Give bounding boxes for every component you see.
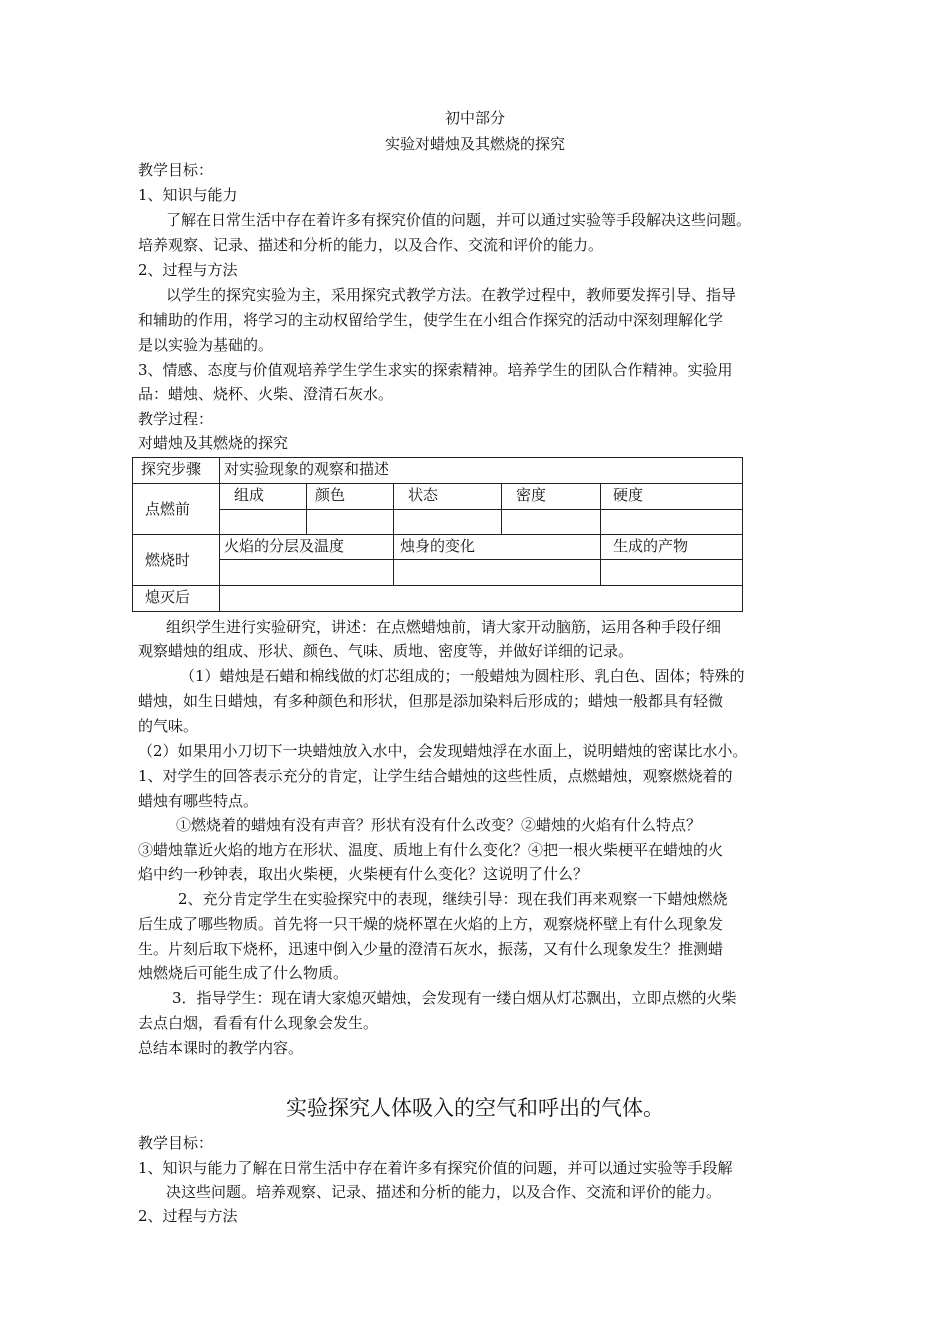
table-cell: 组成	[220, 484, 307, 509]
table-cell	[601, 509, 743, 534]
body-line: 去点白烟，看看有什么现象会发生。	[138, 1014, 379, 1032]
body-line: 后生成了哪些物质。首先将一只干燥的烧杯罩在火焰的上方，观察烧杯壁上有什么现象发	[138, 915, 724, 933]
body-line: 总结本课时的教学内容。	[138, 1039, 304, 1057]
body-line: 蜡烛有哪些特点。	[138, 792, 259, 810]
table-row	[133, 534, 743, 559]
goal1-line: 培养观察、记录、描述和分析的能力，以及合作、交流和评价的能力。	[138, 236, 604, 254]
table-row	[133, 509, 743, 534]
goal3-line: 品：蜡烛、烧杯、火柴、澄清石灰水。	[138, 385, 394, 403]
header-description: 对实验现象的观察和描述	[220, 458, 743, 484]
goals-heading: 教学目标：	[138, 161, 214, 179]
table-cell: 烛身的变化	[394, 534, 601, 559]
table-cell	[220, 509, 307, 534]
goals2-heading: 教学目标：	[138, 1134, 214, 1152]
body-line: 生。片刻后取下烧杯，迅速中倒入少量的澄清石灰水，振荡，又有什么现象发生？推测蜡	[138, 940, 724, 958]
table-cell	[220, 560, 394, 585]
body-line: 组织学生进行实验研究，讲述：在点燃蜡烛前，请大家开动脑筋，运用各种手段仔细	[166, 618, 722, 636]
table-row	[133, 484, 743, 509]
title-breath-experiment: 实验探究人体吸入的空气和呼出的气体。	[286, 1096, 664, 1120]
body-line: 3．指导学生：现在请大家熄灭蜡烛，会发现有一缕白烟从灯芯飘出，立即点燃的火柴	[172, 989, 737, 1007]
table-cell: 生成的产物	[601, 534, 743, 559]
table-cell: 密度	[502, 484, 601, 509]
table-cell	[601, 560, 743, 585]
row-label-before: 点燃前	[133, 484, 220, 535]
body-line: 焰中约一秒钟表，取出火柴梗，火柴梗有什么变化？这说明了什么？	[138, 865, 589, 883]
body-line: 蜡烛，如生日蜡烛，有多种颜色和形状，但那是添加染料后形成的；蜡烛一般都具有轻微	[138, 692, 724, 710]
body-line: （1）蜡烛是石蜡和棉线做的灯芯组成的；一般蜡烛为圆柱形、乳白色、固体；特殊的	[180, 667, 745, 685]
goal2-line: 以学生的探究实验为主，采用探究式教学方法。在教学过程中，教师要发挥引导、指导	[166, 286, 737, 304]
section-heading: 初中部分	[444, 109, 505, 127]
body-line: 2、充分肯定学生在实验探究中的表现，继续引导：现在我们再来观察一下蜡烛燃烧	[178, 890, 728, 908]
body-line: 的气味。	[138, 717, 199, 735]
table-cell	[307, 509, 394, 534]
goals2-line: 2、过程与方法	[138, 1207, 238, 1225]
goal1-title: 1、知识与能力	[138, 186, 238, 204]
table-cell	[394, 560, 601, 585]
goals2-line: 1、知识与能力了解在日常生活中存在着许多有探究价值的问题，并可以通过实验等手段解	[138, 1159, 733, 1177]
body-line: 烛燃烧后可能生成了什么物质。	[138, 964, 349, 982]
table-cell: 火焰的分层及温度	[220, 534, 394, 559]
body-line: ③蜡烛靠近火焰的地方在形状、温度、质地上有什么变化？④把一根火柴梗平在蜡烛的火	[138, 841, 724, 859]
table-cell: 状态	[394, 484, 502, 509]
row-label-burning: 燃烧时	[133, 534, 220, 585]
body-line: 1、对学生的回答表示充分的肯定，让学生结合蜡烛的这些性质，点燃蜡烛，观察燃烧着的	[138, 767, 733, 785]
title-candle-experiment: 实验对蜡烛及其燃烧的探究	[384, 135, 565, 153]
table-cell	[394, 509, 502, 534]
observation-table	[132, 457, 743, 612]
body-line: （2）如果用小刀切下一块蜡烛放入水中，会发现蜡烛浮在水面上，说明蜡烛的密谋比水小。	[138, 742, 748, 760]
goal1-line: 了解在日常生活中存在着许多有探究价值的问题，并可以通过实验等手段解决这些问题。	[166, 211, 752, 229]
goal2-line: 和辅助的作用，将学习的主动权留给学生，使学生在小组合作探究的活动中深刻理解化学	[138, 311, 724, 329]
goal2-title: 2、过程与方法	[138, 261, 238, 279]
row-label-after: 熄灭后	[133, 585, 220, 611]
table-cell	[502, 509, 601, 534]
table-cell	[220, 585, 743, 611]
body-line: ①燃烧着的蜡烛有没有声音？形状有没有什么改变？②蜡烛的火焰有什么特点？	[176, 816, 702, 834]
body-line: 观察蜡烛的组成、形状、颜色、气味、质地、密度等，并做好详细的记录。	[138, 642, 634, 660]
table-row	[133, 560, 743, 585]
goals2-line: 决这些问题。培养观察、记录、描述和分析的能力，以及合作、交流和评价的能力。	[166, 1183, 722, 1201]
header-step: 探究步骤	[133, 458, 220, 484]
table-row	[133, 585, 743, 611]
table-caption: 对蜡烛及其燃烧的探究	[138, 434, 289, 452]
table-cell: 硬度	[601, 484, 743, 509]
goal3-line: 3、情感、态度与价值观培养学生学生求实的探索精神。培养学生的团队合作精神。实验用	[138, 361, 733, 379]
table-header-row	[133, 458, 743, 484]
goal2-line: 是以实验为基础的。	[138, 336, 274, 354]
table-cell: 颜色	[307, 484, 394, 509]
process-heading: 教学过程：	[138, 410, 214, 428]
